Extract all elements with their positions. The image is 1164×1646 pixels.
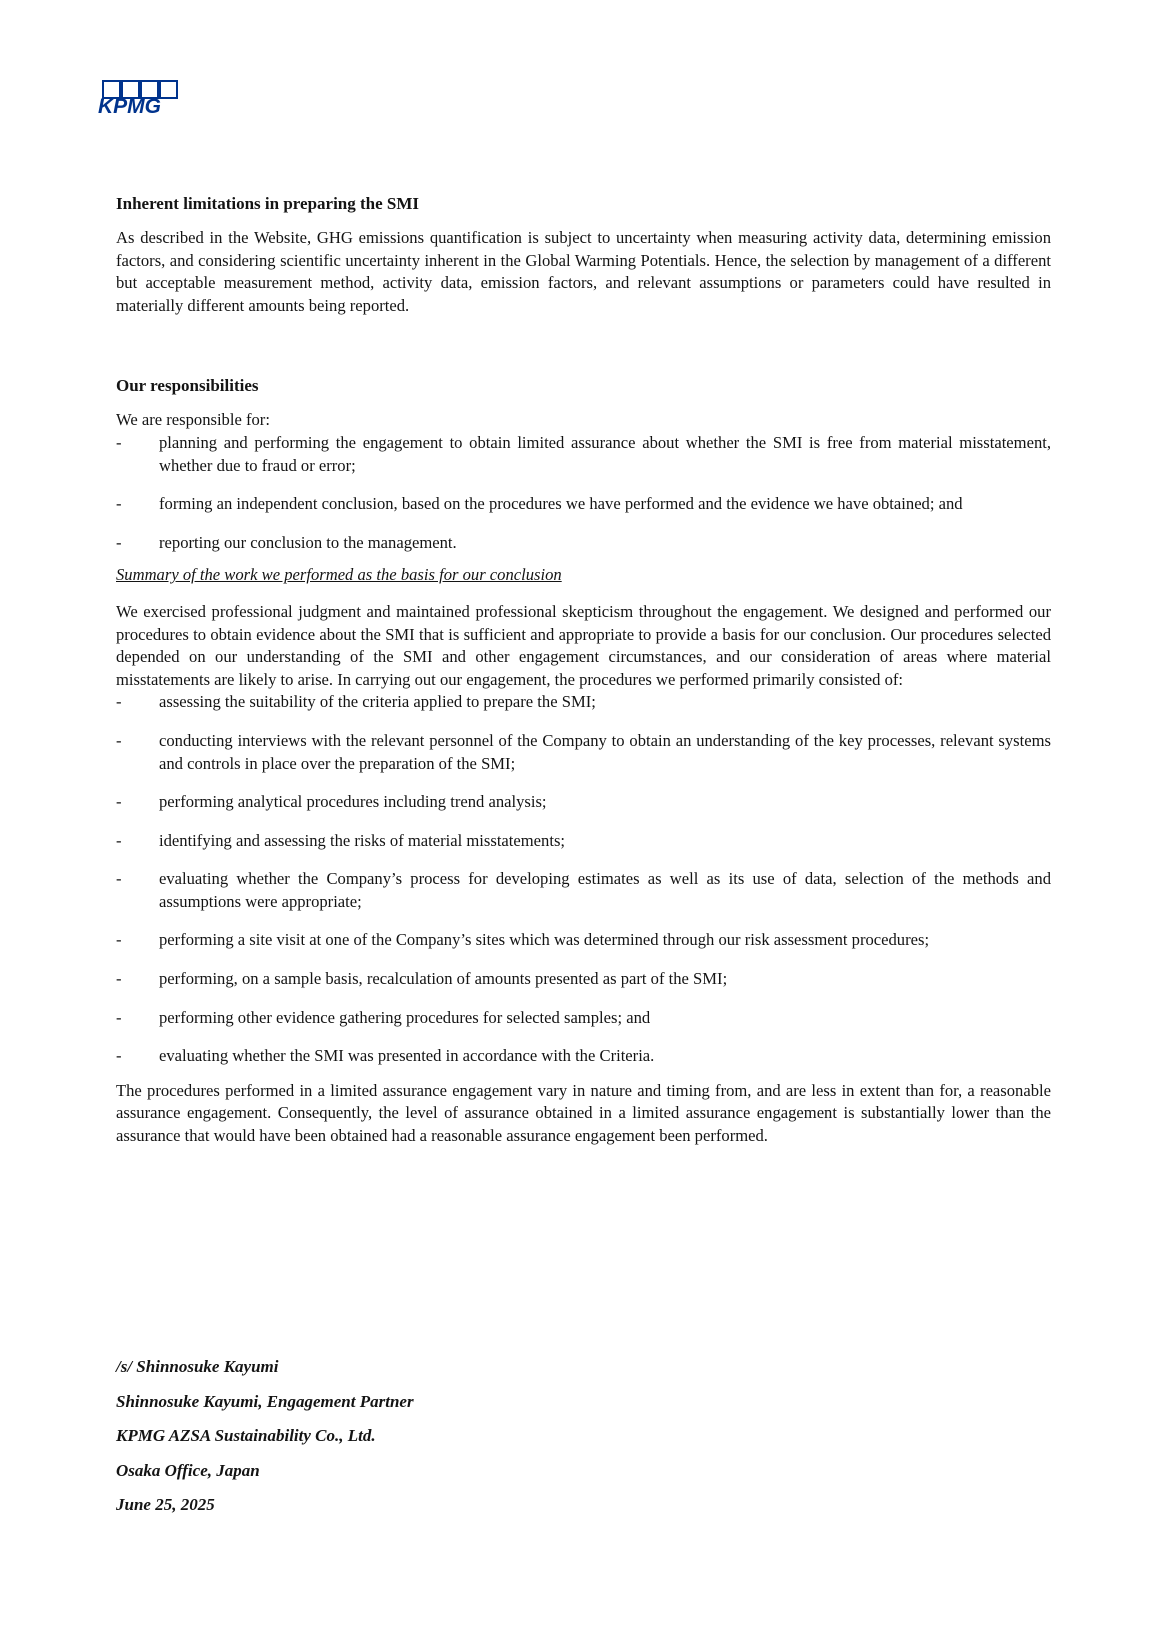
office-location: Osaka Office, Japan [116,1460,260,1480]
dash-bullet-icon: - [116,494,122,514]
spacer [116,317,1051,375]
inherent-limitations-paragraph: As described in the Website, GHG emissions quantification is subject to uncertainty when measuring activity data, determining emission factors, and considering scientific uncertainty inherent in the Global Warming Potentials. Hence, the selection by management of a different but acceptable measurement method, activity data, emission factors, and relevant assumptions or parameters could have resulted in materially different amounts being reported. [116,228,1051,315]
dash-bullet-icon: - [116,432,122,452]
document-body [116,193,1051,1148]
section-heading-inherent-limitations: Inherent limitations in preparing the SMI [116,194,420,213]
signature-line: /s/ Shinnosuke Kayumi [116,1357,279,1376]
dash-bullet-icon: - [116,532,122,552]
section-heading-responsibilities: Our responsibilities [116,376,259,396]
dash-bullet-icon: - [116,830,122,850]
list-item: - performing a site visit at one of the Company’s sites which was determined through our risk assessment procedures; [116,929,1051,952]
list-item: - performing other evidence gathering procedures for selected samples; and [116,1007,1051,1030]
kpmg-logo [97,80,183,116]
signatory-name-title: Shinnosuke Kayumi, Engagement Partner [116,1391,414,1411]
list-item: - assessing the suitability of the criteria applied to prepare the SMI; [116,691,1051,714]
procedures-list [116,691,1051,1068]
logo-text: KPMG [98,95,161,116]
dash-bullet-icon: - [116,692,122,712]
closing-paragraph: The procedures performed in a limited assurance engagement vary in nature and timing from, and are less in extent than for, a reasonable assurance engagement. Consequently, the level of assurance obtained in a limited assurance engagement is substantially lower than the assurance that would have been obtained had a reasonable assurance engagement been performed. [116,1080,1051,1146]
responsibilities-list [116,432,1051,554]
list-item: - conducting interviews with the relevant personnel of the Company to obtain an understanding of the key processes, relevant systems and controls in place over the preparation of the SMI; [116,730,1051,773]
dash-bullet-icon: - [116,969,122,989]
dash-bullet-icon: - [116,1007,122,1027]
firm-name: KPMG AZSA Sustainability Co., Ltd. [116,1426,376,1445]
dash-bullet-icon: - [116,730,122,750]
dash-bullet-icon: - [116,930,122,950]
kpmg-logo-icon [97,80,183,116]
list-item: - identifying and assessing the risks of material misstatements; [116,830,1051,853]
dash-bullet-icon: - [116,869,122,889]
list-item: - evaluating whether the Company’s process for developing estimates as well as its use of data, selection of the methods and assumptions were appropriate; [116,869,1051,911]
report-date: June 25, 2025 [116,1495,215,1514]
list-item: - reporting our conclusion to the management. [116,532,1051,555]
list-item: - forming an independent conclusion, based on the procedures we have performed and the evidence we have obtained; and [116,493,1051,516]
responsibilities-lead: We are responsible for: [116,410,270,430]
list-item: - planning and performing the engagement to obtain limited assurance about whether the SMI is free from material misstatement, whether due to fraud or error; [116,432,1051,475]
summary-paragraph: We exercised professional judgment and maintained professional skepticism throughout the engagement. We designed and performed our procedures to obtain evidence about the SMI that is sufficient and appropriate to provide a basis for our conclusion. Our procedures selected depended on our understanding of the SMI and other engagement circumstances, and our consideration of areas where material misstatements are likely to arise. In carrying out our engagement, the procedures we performed primarily consisted of: [116,601,1051,689]
dash-bullet-icon: - [116,792,122,812]
list-item: - evaluating whether the SMI was presented in accordance with the Criteria. [116,1045,1051,1068]
dash-bullet-icon: - [116,1046,122,1066]
signature-block [116,1350,414,1523]
summary-subheading: Summary of the work we performed as the basis for our conclusion [116,565,562,585]
list-item: - performing analytical procedures including trend analysis; [116,791,1051,814]
list-item: - performing, on a sample basis, recalculation of amounts presented as part of the SMI; [116,968,1051,991]
